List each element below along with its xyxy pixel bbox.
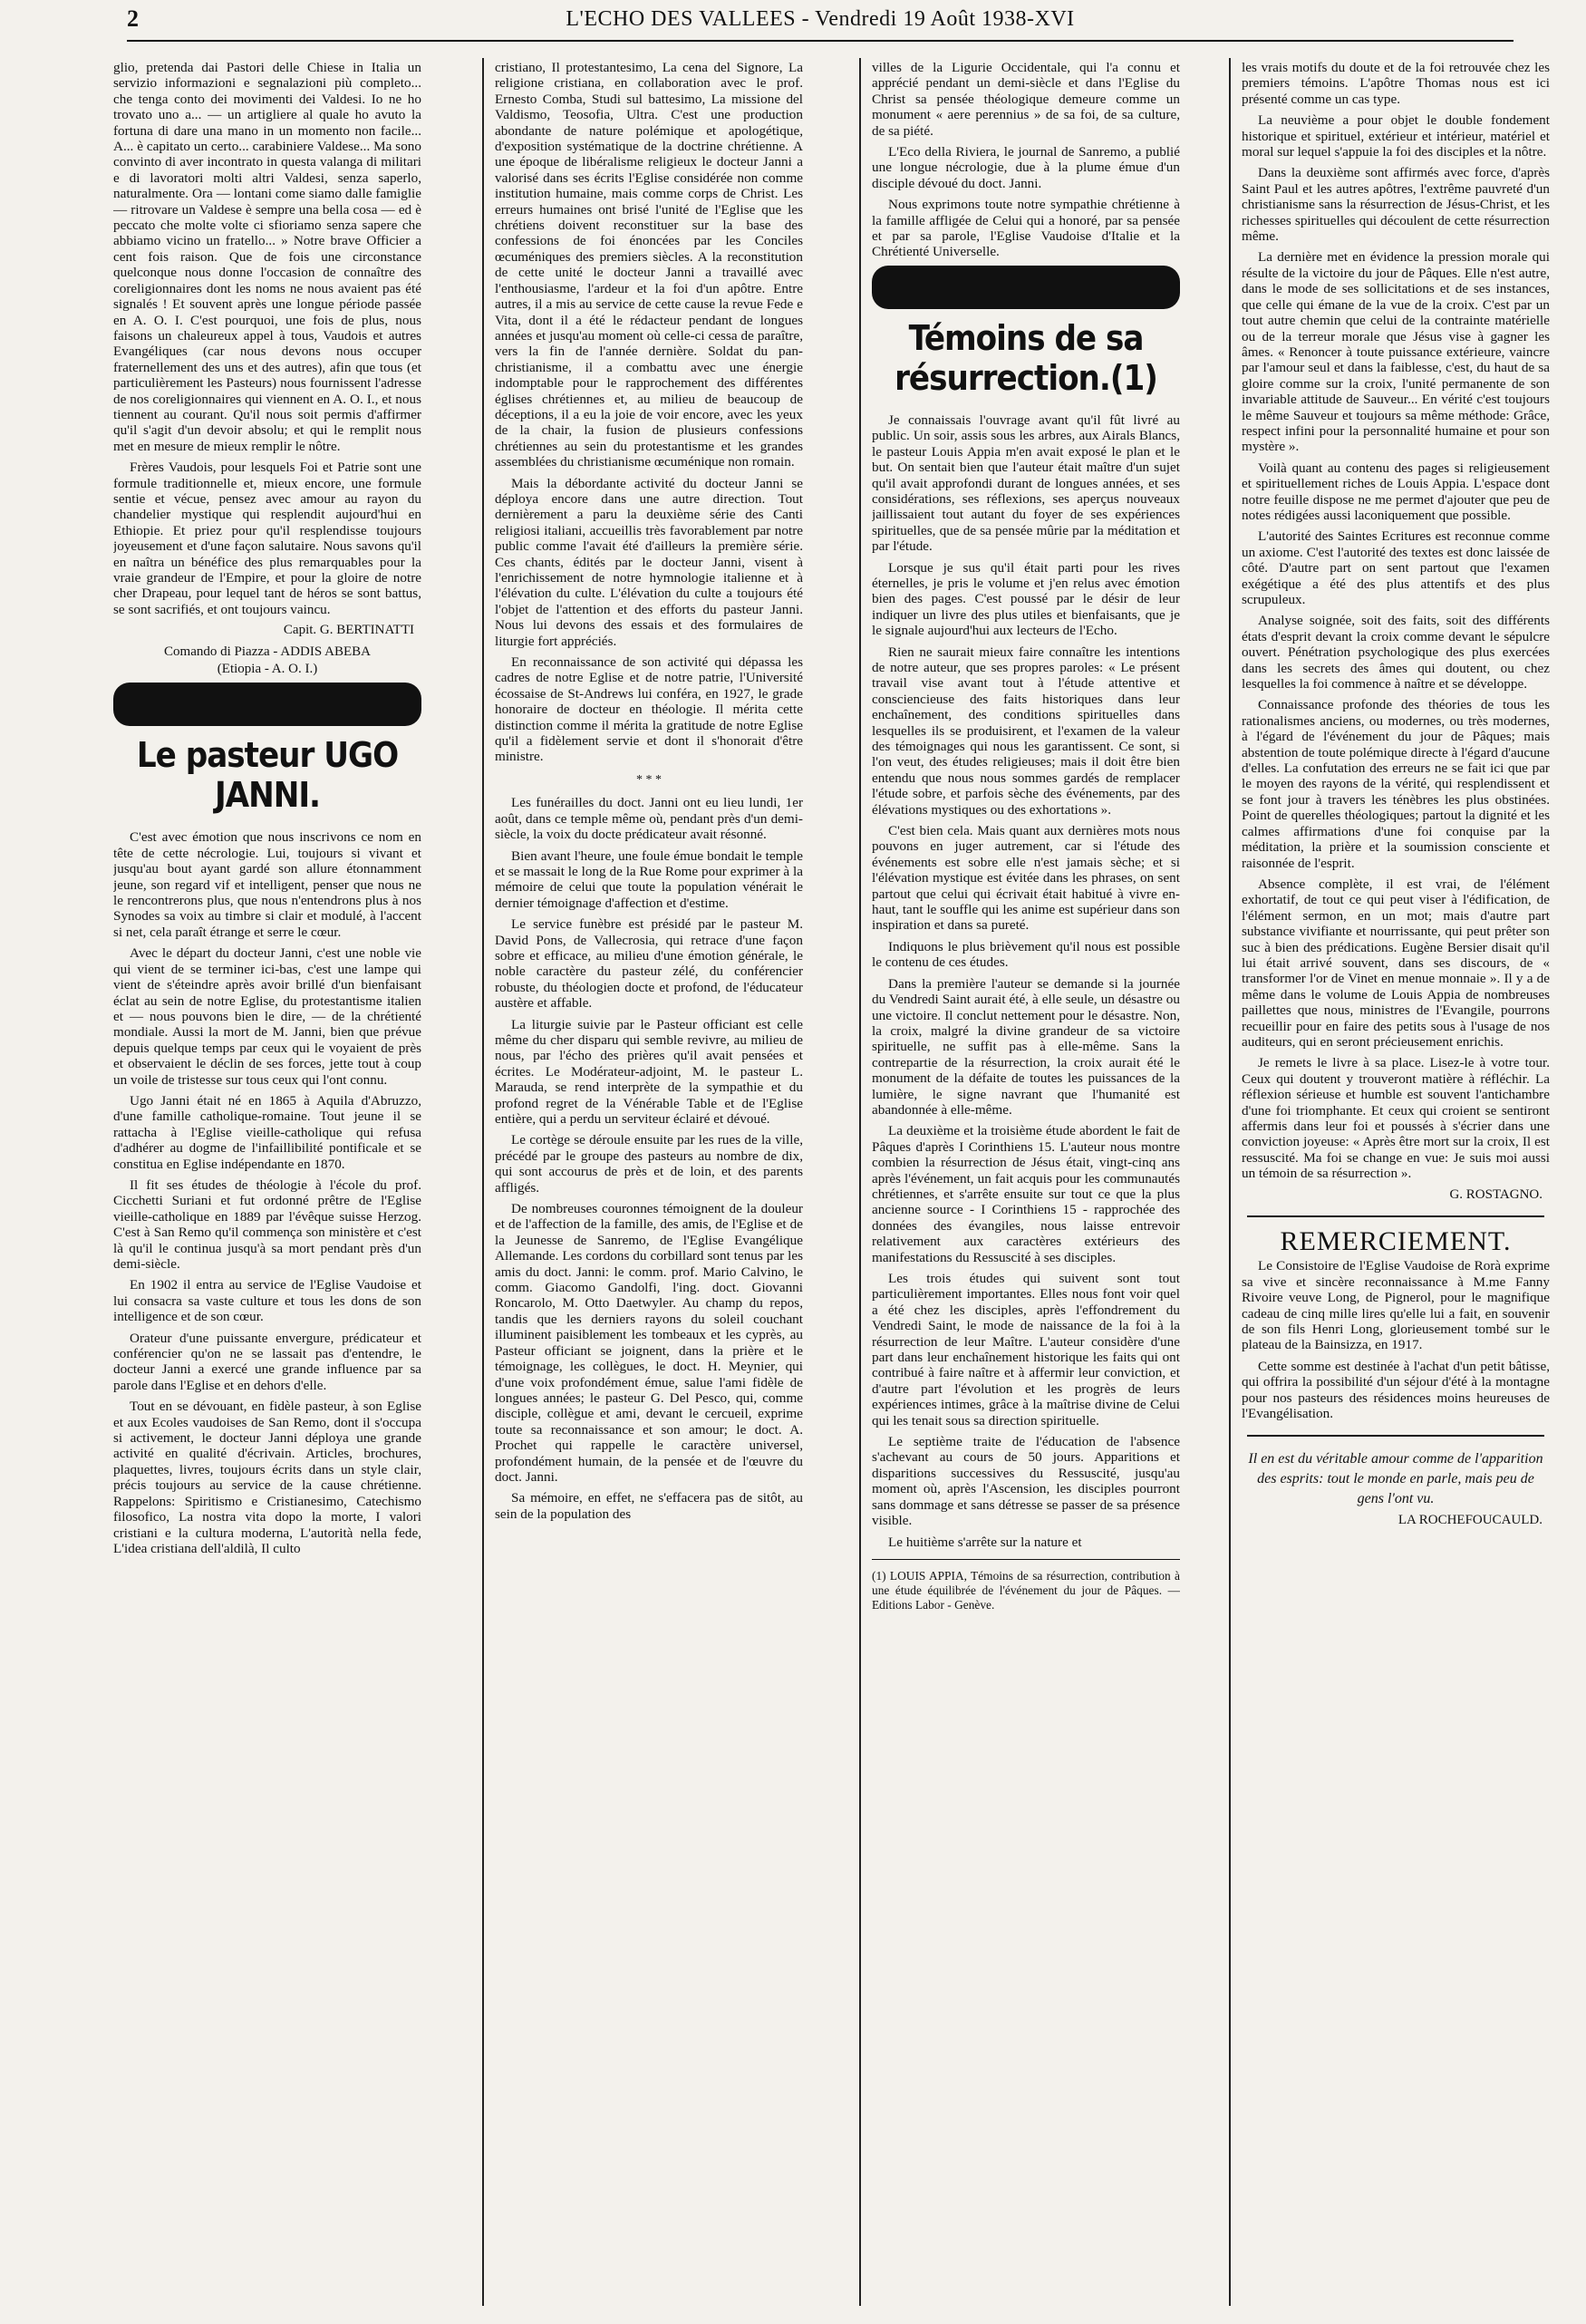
footnote: (1) LOUIS APPIA, Témoins de sa résurrection, contribution à une étude équilibrée de l'événement du jour de Pâques. — Editions Labor - Genève. xyxy=(872,1568,1180,1612)
decorative-bar xyxy=(872,266,1180,309)
paragraph: Dans la deuxième sont affirmés avec force, d'après Saint Paul et les autres apôtres, l'extrême pauvreté d'un christianisme sans la résurrection de Jésus-Christ, et les richesses spirituelles qui découlent de cette résurrection même. xyxy=(1242,165,1550,245)
column-1 xyxy=(113,60,421,2308)
paragraph: villes de la Ligurie Occidentale, qui l'a connu et apprécié pendant un demi-siècle et dans l'Eglise du Christ sa pensée théologique demeure comme un monument « aere perennius » de sa foi, de sa culture, de sa piété. xyxy=(872,60,1180,139)
paragraph: Dans la première l'auteur se demande si la journée du Vendredi Saint aurait été, à elle seule, un désastre ou une victoire. Il conclut nettement pour le désastre. Non, la croix, malgré la divine grandeur de sa victoire spirituelle, ne suffit pas à elle-même. Sans la contrepartie de la résurrection, la croix aurait été le monument de la défaite de toutes les puissances de la lumière, le signe navrant que l'humanité est abandonnée à elle-même. xyxy=(872,975,1180,1118)
paragraph: glio, pretenda dai Pastori delle Chiese in Italia un servizio informazioni e segnalazioni più completo... che tenga conto dei movimenti dei Valdesi. Io ne ho trovato uno a... — un artigliere al quale ho avuto la fortuna di dare una mano in un momento non facile... A... è capitato un certo... carabiniere Valdese... Ma sono convinto di aver incontrato in questa valanga di militari e di lavoratori molti altri Valdesi, senza saperlo, naturalmente. Ora — lontani come siamo dalle famiglie — ritrovare un Valdese è sempre una bella cosa — ed è peccato che molte volte ci sfioriamo senza sapere che abbiamo vicino un fratello... » Notre brave Officier a cent fois raison. Que de fois une circonstance quelconque nous donne l'occasion de connaître des coreligionnaires dont les noms ne nous avaient pas été signalés ! Et souvent après une longue période passée en A. O. I. C'est pourquoi, une fois de plus, nous faisons un chaleureux appel à tous, Vaudois et autres Evangéliques (car nous devons nous occuper fraternellement des uns et des autres), afin que tous (et particulièrement les Pasteurs) nous fournissent l'adresse de nos coreligionnaires qui viennent en A. O. I., et nous tiennent au courant. Qu'il nous soit permis d'affirmer qu'il s'agit d'un devoir absolu; et qui le remplit nous met en mesure de mieux remplir le nôtre. xyxy=(113,60,421,454)
paragraph: De nombreuses couronnes témoignent de la douleur et de l'affection de la famille, des amis, de l'Eglise et de la Jeunesse de Sanremo, de l'Eglise Evangélique Allemande. Les cordons du corbillard sont tenus par les amis du doct. Janni: le comm. prof. Mario Calvino, le comm. Giacomo Gandolfi, l'ing. doct. Giovanni Roncarolo, M. Otto Daetwyler. Au champ du repos, tandis que les derniers rayons du soleil couchant illuminent paisiblement les tombeaux et les cyprès, au Pasteur officiant se joignent, dans la prière et le témoignage, les collègues, le doct. H. Meynier, qui d'une voix profondément émue, salue l'ami fidèle de longues années; le pasteur G. Del Pesco, qui, comme disciple, collègue et ami, devant le cercueil, exprime toute sa reconnaissance et son amour; le doct. A. Prochet qui rappelle le caractère universel, profondément humain, de la pensée et de l'œuvre du doct. Janni. xyxy=(495,1201,803,1485)
paragraph: Le septième traite de l'éducation de l'absence s'achevant au cours de 50 jours. Apparitions et disparitions successives du Ressuscité, jusqu'au moment où, après l'Ascension, les disciples pourront sans dommage et sans détresse se passer de sa présence visible. xyxy=(872,1434,1180,1529)
column-2 xyxy=(495,60,803,2308)
signature: (Etiopia - A. O. I.) xyxy=(217,662,318,677)
paragraph: Nous exprimons toute notre sympathie chrétienne à la famille affligée de Celui qui a honoré, par sa pensée et par sa parole, l'Eglise Vaudoise d'Italie et la Chrétienté Universelle. xyxy=(872,197,1180,260)
paragraph: Le cortège se déroule ensuite par les rues de la ville, précédé par le groupe des pasteurs au nombre de dix, qui sont accourus de près et de loin, et des parents affligés. xyxy=(495,1132,803,1196)
paragraph: C'est bien cela. Mais quant aux dernières mots nous pouvons en juger autrement, car si l'étude des événements est sobre elle n'est jamais sèche; et si l'élévation mystique est évitée dans les phrases, on sent partout que celui qui écrivait était habitué à vivre en-haut, tant le souffle qui les anime est supérieur dans son inspiration et dans sa pureté. xyxy=(872,823,1180,934)
signature: G. ROSTAGNO. xyxy=(1449,1186,1542,1202)
paragraph: Sa mémoire, en effet, ne s'effacera pas de sitôt, au sein de la population des xyxy=(495,1490,803,1522)
paragraph: Le huitième s'arrête sur la nature et xyxy=(888,1534,1082,1550)
paragraph: Rien ne saurait mieux faire connaître les intentions de notre auteur, que ses propres paroles: « Le présent travail vise avant tout à l'étude attentive et consciencieuse des faits historiques dans leur enchaînement, des conditions spirituelles dans lesquelles ils se produisirent, et l'examen de la valeur des témoignages qui nous les garantissent. Ce sont, si l'on veut, des études religieuses; mais il doit être bien entendu que nous nous sommes gardés de remplacer l'étude sobre, et parfois sèche des événements, par des élévations mystiques ou des exhortations ». xyxy=(872,644,1180,818)
section-rule xyxy=(1247,1215,1544,1217)
paragraph: Voilà quant au contenu des pages si religieusement et spirituellement riches de Louis Appia. L'espace dont notre feuille dispose ne me permet d'ajouter que peu de notes rédigées aussi laconiquement que possible. xyxy=(1242,460,1550,523)
paragraph: Le Consistoire de l'Eglise Vaudoise de Rorà exprime sa vive et sincère reconnaissance à M.me Fanny Rivoire veuve Long, de Pignerol, pour le magnifique cadeau de cinq mille lires qu'elle lui a fait, en souvenir de son fils Henri Long, glorieusement tombé sur le plateau de la Bainsizza, en 1917. xyxy=(1242,1258,1550,1353)
paragraph: La dernière met en évidence la pression morale qui résulte de la victoire du jour de Pâques. Elle n'est autre, dans le mode de ses sollicitations et de ses instances, que celle qui émane de la vue de la croix. C'est par un tout autre chemin que celui de la contrainte matérielle ou de la terreur morale que Jésus vise à gagner les âmes. « Renoncer à toute puissance extérieure, vaincre par l'amour seul et dans la faiblesse, c'est, du haut de sa gloire comme sur la croix, l'unité permanente de son invariable attitude de Sauveur... En vérité c'est toujours le même Sauveur et toujours sa même méthode: Grâce, respect infini pour la personnalité humaine et pour son mystère ». xyxy=(1242,249,1550,455)
paragraph: Orateur d'une puissante envergure, prédicateur et conférencier qu'on ne se lassait pas d'entendre, le docteur Janni a exercé une grande influence par sa parole dans l'Eglise et en dehors d'elle. xyxy=(113,1330,421,1393)
column-rule xyxy=(859,58,861,2306)
paragraph: les vrais motifs du doute et de la foi retrouvée chez les premiers témoins. L'apôtre Thomas nous est ici présenté comme un cas type. xyxy=(1242,60,1550,107)
paragraph: C'est avec émotion que nous inscrivons ce nom en tête de cette nécrologie. Lui, toujours si vivant et jusqu'au bout ayant gardé son allure étonnamment jeune, son regard vif et intelligent, penser que nous ne le rencontrerons plus, que nous n'entendrons plus à nos Synodes sa voix au timbre si clair et modulé, à l'accent si net, cela paraît étrange et serre le cœur. xyxy=(113,829,421,940)
page-number: 2 xyxy=(127,5,139,32)
paragraph: En 1902 il entra au service de l'Eglise Vaudoise et lui consacra sa vaste culture et tous les dons de son intelligence et de son cœur. xyxy=(113,1277,421,1325)
footnote-rule xyxy=(872,1559,1180,1560)
newspaper-title: L'ECHO DES VALLEES - Vendredi 19 Août 1938-XVI xyxy=(566,7,1075,31)
paragraph: Bien avant l'heure, une foule émue bondait le temple et se massait le long de la Rue Rome pour exprimer à la mémoire de celui que toute la population vénérait le dernier témoignage d'affection et d'estime. xyxy=(495,847,803,911)
paragraph: En reconnaissance de son activité qui dépassa les cadres de notre Eglise et de notre patrie, l'Université écossaise de St-Andrews lui conféra, en 1927, le grade honoraire de docteur en théologie. Il mérita cette distinction comme il mérita la gratitude de notre Eglise qu'il a fidèlement servie et dont il s'honorait d'être ministre. xyxy=(495,654,803,765)
quotation: Il en est du véritable amour comme de l'apparition des esprits: tout le monde en parle, mais peu de gens l'ont vu. xyxy=(1248,1450,1543,1506)
paragraph: Analyse soignée, soit des faits, soit des différents états d'esprit devant la croix comme devant le sépulcre ouvert. Pénétration psychologique des plus exercées dans les secrets des âmes qui doutent, ou chez lesquelles la foi commence à naître et se développe. xyxy=(1242,613,1550,692)
paragraph: L'autorité des Saintes Ecritures est reconnue comme un axiome. C'est l'autorité des textes est donc laissée de côté. D'autre part on sent partout que l'examen exégétique a été des plus attentifs et des plus scrupuleux. xyxy=(1242,528,1550,607)
paragraph: Tout en se dévouant, en fidèle pasteur, à son Eglise et aux Ecoles vaudoises de San Remo, dont il s'occupa si activement, le docteur Janni déploya une grande activité en qualité d'écrivain. Articles, brochures, plaquettes, livres, toujours écrits dans un style clair, précis toujours au service de la cause chrétienne. Rappelons: Spiritismo e Cristianesimo, Catechismo filosofico, La nostra vita dopo la morte, I valori cristiani e la cultura moderna, L'autorità nella fede, L'idea cristiana dell'aldilà, Il culto xyxy=(113,1399,421,1556)
paragraph: Je remets le livre à sa place. Lisez-le à votre tour. Ceux qui doutent y trouveront matière à réfléchir. La réflexion sérieuse et humble est souvent l'antichambre d'une foi triomphante. Et ceux qui croient se sentiront affermis dans leur foi et poussés à s'écrier dans une conviction joyeuse: « Après être mort sur la croix, Il est ressuscité. Ma foi se change en vue: Je suis moi aussi un témoin de sa résurrection ». xyxy=(1242,1055,1550,1182)
paragraph: Je connaissais l'ouvrage avant qu'il fût livré au public. Un soir, assis sous les arbres, aux Airals Blancs, le pasteur Louis Appia m'en avait exposé le plan et le but. On sentait bien que l'auteur était maître d'un sujet qu'il avait approfondi durant de longues années, et ses considérations, ses réflexions, ses aperçus nouveaux jaillissaient tout autant du foyer de ses expériences spirituelles, que de sa pensée mûrie par la méditation et par l'étude. xyxy=(872,412,1180,555)
column-rule xyxy=(482,58,484,2306)
paragraph: Les funérailles du doct. Janni ont eu lieu lundi, 1er août, dans ce temple même où, pendant près d'un demi-siècle, la voix du docte prédicateur avait résonné. xyxy=(495,795,803,843)
column-rule xyxy=(1229,58,1231,2306)
signature: Comando di Piazza - ADDIS ABEBA xyxy=(164,644,371,659)
paragraph: La neuvième a pour objet le double fondement historique et spirituel, extérieur et intérieur, matériel et moral sur lequel s'appuie la foi des disciples et la nôtre. xyxy=(1242,112,1550,160)
paragraph: Avec le départ du docteur Janni, c'est une noble vie qui vient de se terminer ici-bas, c'est une lampe qui vient de s'éteindre après avoir brillé d'un bienfaisant éclat au sein de notre Eglise, du protestantisme italien et — nous pouvons bien le dire, — de la chrétienté mondiale. Aussi la mort de M. Janni, bien que prévue depuis quelque temps par ceux qui le voyaient de près et observaient le déclin de ses forces, jette tout à coup un voile de tristesse sur tous ceux qui l'ont connu. xyxy=(113,945,421,1088)
section-divider: * * * xyxy=(636,772,662,787)
article-title: Témoins de sa résurrection.(1) xyxy=(895,317,1157,398)
paragraph: La deuxième et la troisième étude abordent le fait de Pâques d'après I Corinthiens 15. L'auteur nous montre combien la résurrection de Jésus était, vingt-cinq ans après l'événement, un fait acquis pour les communautés chrétiennes, et s'arrête ensuite sur tout ce que la plus ancienne source - I Corinthiens 15 - rapprochée des données des évangiles, nous laisse entrevoir relativement aux caractères extérieurs des manifestations du Ressuscité à ses disciples. xyxy=(872,1123,1180,1265)
signature: Capit. G. BERTINATTI xyxy=(283,623,414,638)
paragraph: Absence complète, il est vrai, de l'élément exhortatif, de tout ce qui peut viser à l'édification, de l'élément sermon, en un mot; mais d'autre part substance vivifiante et nourrissante, qui peut prêter son suc à bien des prédications. Eugène Bersier disait qu'il lui était arrivé souvent, dans ses discours, de « transformer l'or de Vinet en menue monnaie ». Il y a de même dans le volume de Louis Appia de nombreuses paillettes que nous, ministres de l'Evangile, pourrons recueillir pour en faire des petits sous à l'usage de nos auditeurs, qui en seront précieusement enrichis. xyxy=(1242,876,1550,1050)
quotation-author: LA ROCHEFOUCAULD. xyxy=(1397,1512,1542,1527)
paragraph: Connaissance profonde des théories de tous les rationalismes anciens, ou modernes, ou très modernes, à l'égard de l'événement du jour de Pâques; mais abstention de toute polémique directe à l'égard d'aucune d'elles. La confutation des erreurs ne se fait ici que par le moyen des rayons de la vérité, qui resplendissent et se font jour à travers les ténèbres les plus obstinées. Point de querelles théologiques; partout la dignité et les calmes affirmations d'une foi conquise par la méditation, la prière et la soumission consciente et raisonnée de l'esprit. xyxy=(1242,697,1550,871)
column-3 xyxy=(872,60,1180,2308)
masthead xyxy=(127,5,1513,42)
paragraph: Ugo Janni était né en 1865 à Aquila d'Abruzzo, d'une famille catholique-romaine. Tout jeune il se rattacha à l'Eglise vieille-catholique qui refusa d'adhérer au dogme de l'infaillibilité pontificale et se constitua en Eglise indépendante en 1870. xyxy=(113,1092,421,1172)
column-4 xyxy=(1242,60,1550,2308)
paragraph: Lorsque je sus qu'il était parti pour les rives éternelles, je pris le volume et j'en relus avec émotion bien des pages. C'est poussé par le désir de leur indiquer un livre des plus utiles et bienfaisants, que je le signale aujourd'hui aux lecteurs de l'Echo. xyxy=(872,559,1180,639)
paragraph: Indiquons le plus brièvement qu'il nous est possible le contenu de ces études. xyxy=(872,938,1180,971)
paragraph: Les trois études qui suivent sont tout particulièrement importantes. Elles nous font voir quel a été chez les disciples, après l'effondrement du Vendredi Saint, le mode de naissance de la foi à la résurrection de leur Maître. L'auteur considère d'une part dans leur enchaînement historique les faits qui ont contribué à faire naître et à affermir leur conviction, et d'autre part l'évolution et les progrès de leurs expériences intimes, grâce à la maîtrise divine de Celui qui les tenait sous sa direction spirituelle. xyxy=(872,1271,1180,1428)
paragraph: Le service funèbre est présidé par le pasteur M. David Pons, de Vallecrosia, qui retrace d'une façon sobre et efficace, au milieu d'une émotion générale, le noble caractère du pasteur zélé, du conférencier robuste, du théologien docte et profond, de l'éducateur austère et affable. xyxy=(495,916,803,1012)
paragraph: cristiano, Il protestantesimo, La cena del Signore, La religione cristiana, en collaboration avec le prof. Ernesto Comba, Studi sul battesimo, La missione del Valdismo, Teosofia, Ultra. C'est une production abondante de nature polémique et apologétique, d'exposition systématique de la doctrine chrétienne. A une époque de libéralisme religieux le docteur Janni a valorisé dans ses écrits l'Eglise considérée non comme institution humaine, mais comme corps de Christ. Les erreurs humaines ont brisé l'unité de l'Eglise que les chrétiens doivent reconstituer sur la base des confessions de foi énoncées par les Conciles œcuméniques des premiers siècles. A la reconstitution de cette unité le docteur Janni a travaillé avec l'enthousiasme, l'ardeur et la foi d'un apôtre. Entre autres, il a mis au service de cette cause la revue Fede e Vita, dont il a été le rédacteur pendant de longues années et jusqu'au moment où celle-ci cessa de paraître, vers la fin de l'année dernière. Soldat du pan-christianisme, il a combattu avec une énergie indomptable pour le rapprochement des différentes églises chrétiennes et, au milieu de beaucoup de déceptions, il a eu la joie de voir encore, avec les yeux de la chair, la fusion de plusieurs confessions chrétiennes au sein du protestantisme et les grandes assemblées du christianisme œcuménique non romain. xyxy=(495,60,803,470)
paragraph: Cette somme est destinée à l'achat d'un petit bâtisse, qui offrira la possibilité d'un séjour d'été à la montagne pour nos pasteurs des résidences moins heureuses de l'Evangélisation. xyxy=(1242,1358,1550,1422)
paragraph: Mais la débordante activité du docteur Janni se déploya encore dans une autre direction. Tout dernièrement a paru la deuxième série des Canti religiosi italiani, accueillis très favorablement par notre public comme l'avait été d'ailleurs la première série. Ces chants, édités par le docteur Janni, visent à l'enrichissement de notre hymnologie italienne et à l'élévation du culte. L'élévation du culte a toujours été l'objet de l'attention et des efforts du pasteur Janni. Nous lui devons des essais et des formulaires de liturgie fort appréciés. xyxy=(495,475,803,649)
paragraph: La liturgie suivie par le Pasteur officiant est celle même du cher disparu qui semble revivre, au milieu de nous, par l'écho des prières qu'il avait pensées et écrites. Le Modérateur-adjoint, M. le pasteur L. Marauda, se rend interprète de la sympathie et du profond regret de la Vénérable Table et de l'Eglise entière, qui a perdu un serviteur éclairé et dévoué. xyxy=(495,1016,803,1127)
decorative-bar xyxy=(113,683,421,726)
paragraph: Frères Vaudois, pour lesquels Foi et Patrie sont une formule traditionnelle et, mieux encore, une formule sentie et vécue, pensez avec amour au rayon du chandelier mystique qui resplendit aujourd'hui en Ethiopie. Et priez pour qu'il resplendisse toujours joyeusement et d'une façon salutaire. Nous savons qu'il en naîtra un bénéfice des plus remarquables pour la vraie grandeur de l'Empire, et pour la gloire de notre cher Drapeau, pour lequel tant de héros se sont battus, se sont sacrifiés, et ont toujours vaincu. xyxy=(113,460,421,617)
article-title: Le pasteur UGO JANNI. xyxy=(136,735,399,816)
paragraph: Il fit ses études de théologie à l'école du prof. Cicchetti Suriani et fut ordonné prêtre de l'Eglise vieille-catholique en 1889 par l'évêque suisse Herzog. C'est à San Remo qu'il commença son ministère et c'est là qu'il le continua jusqu'à sa mort pendant près d'un demi-siècle. xyxy=(113,1177,421,1272)
paragraph: L'Eco della Riviera, le journal de Sanremo, a publié une longue nécrologie, due à la plume émue d'un disciple dévoué du doct. Janni. xyxy=(872,144,1180,191)
notice-title: REMERCIEMENT. xyxy=(1280,1226,1512,1257)
section-rule xyxy=(1247,1435,1544,1437)
